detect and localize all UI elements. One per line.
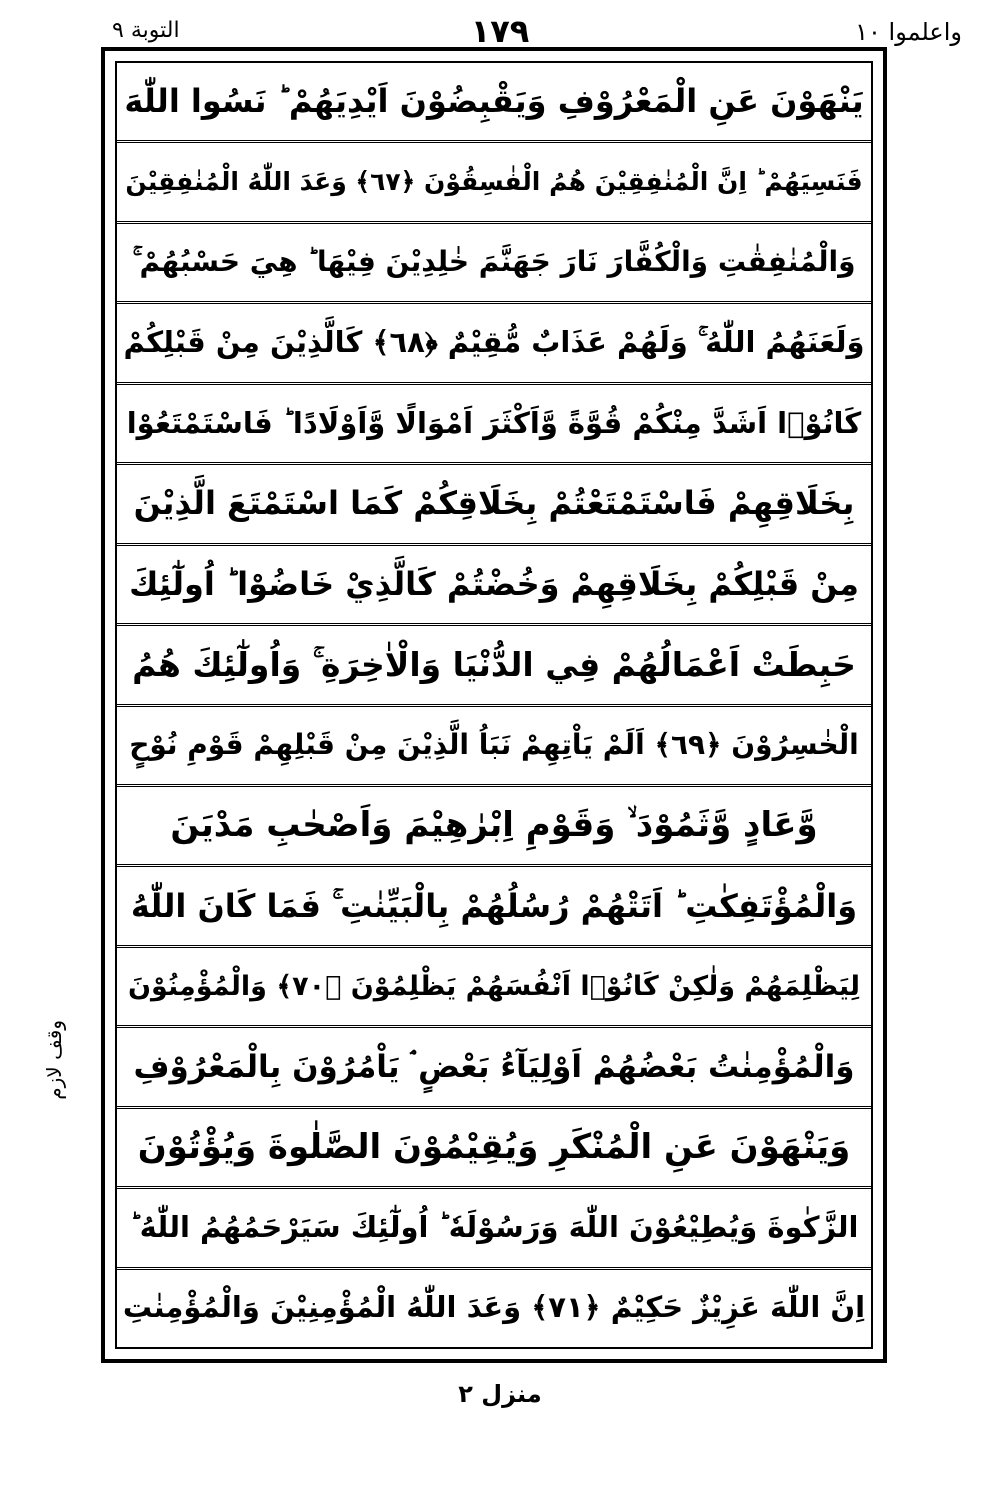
text-line-11: وَالْمُؤْتَفِكٰتِ ؕ اَتَتْهُمْ رُسُلُهُمْ بِالْبَيِّنٰتِ ۚ فَمَا كَانَ اللّٰهُ <box>117 867 871 947</box>
text-line-14: وَيَنْهَوْنَ عَنِ الْمُنْكَرِ وَيُقِيْمُوْنَ الصَّلٰوةَ وَيُؤْتُوْنَ <box>117 1109 871 1189</box>
margin-waqf-note: وقف لازم <box>42 1020 66 1100</box>
text-line-1: يَنْهَوْنَ عَنِ الْمَعْرُوْفِ وَيَقْبِضُوْنَ اَيْدِيَهُمْ ؕ نَسُوا اللّٰهَ <box>117 63 871 143</box>
surah-name: التوبة ٩ <box>112 18 180 43</box>
page-number: ١٧٩ <box>470 12 530 50</box>
para-name: واعلموا ١٠ <box>855 18 962 46</box>
text-block <box>115 61 873 1349</box>
page-frame <box>101 47 887 1363</box>
text-line-12: لِيَظْلِمَهُمْ وَلٰكِنْ كَانُوْۤا اَنْفُسَهُمْ يَظْلِمُوْنَ ﴿٧٠﴾ وَالْمُؤْمِنُوْنَ <box>117 948 871 1028</box>
text-line-15: الزَّكٰوةَ وَيُطِيْعُوْنَ اللّٰهَ وَرَسُوْلَهٗ ؕ اُولٰٓئِكَ سَيَرْحَمُهُمُ اللّٰهُ ؕ <box>117 1189 871 1269</box>
text-line-13: وَالْمُؤْمِنٰتُ بَعْضُهُمْ اَوْلِيَآءُ بَعْضٍ ۘ يَاْمُرُوْنَ بِالْمَعْرُوْفِ <box>117 1028 871 1108</box>
text-line-2: فَنَسِيَهُمْ ؕ اِنَّ الْمُنٰفِقِيْنَ هُمُ الْفٰسِقُوْنَ ﴿٦٧﴾ وَعَدَ اللّٰهُ الْمُنٰفِقِيْنَ <box>117 143 871 223</box>
manzil-footer: منزل ٢ <box>458 1380 542 1408</box>
text-line-3: وَالْمُنٰفِقٰتِ وَالْكُفَّارَ نَارَ جَهَنَّمَ خٰلِدِيْنَ فِيْهَا ؕ هِيَ حَسْبُهُمْ ۚ <box>117 224 871 304</box>
text-line-7: مِنْ قَبْلِكُمْ بِخَلَاقِهِمْ وَخُضْتُمْ كَالَّذِيْ خَاضُوْا ؕ اُولٰٓئِكَ <box>117 546 871 626</box>
text-line-10: وَّعَادٍ وَّثَمُوْدَ ۙ وَقَوْمِ اِبْرٰهِيْمَ وَاَصْحٰبِ مَدْيَنَ <box>117 787 871 867</box>
text-line-5: كَانُوْۤا اَشَدَّ مِنْكُمْ قُوَّةً وَّاَكْثَرَ اَمْوَالًا وَّاَوْلَادًا ؕ فَاسْتَمْتَعُوْا <box>117 385 871 465</box>
text-line-16: اِنَّ اللّٰهَ عَزِيْزٌ حَكِيْمٌ ﴿٧١﴾ وَعَدَ اللّٰهُ الْمُؤْمِنِيْنَ وَالْمُؤْمِنٰتِ <box>122 1290 866 1325</box>
text-line-6: بِخَلَاقِهِمْ فَاسْتَمْتَعْتُمْ بِخَلَاقِكُمْ كَمَا اسْتَمْتَعَ الَّذِيْنَ <box>117 465 871 545</box>
text-line-9: الْخٰسِرُوْنَ ﴿٦٩﴾ اَلَمْ يَاْتِهِمْ نَبَاُ الَّذِيْنَ مِنْ قَبْلِهِمْ قَوْمِ نُوْحٍ <box>117 707 871 787</box>
page-header <box>0 8 1000 48</box>
text-line-4: وَلَعَنَهُمُ اللّٰهُ ۚ وَلَهُمْ عَذَابٌ مُّقِيْمٌ ﴿٦٨﴾ كَالَّذِيْنَ مِنْ قَبْلِكُمْ <box>117 304 871 384</box>
text-line-8: حَبِطَتْ اَعْمَالُهُمْ فِي الدُّنْيَا وَالْاٰخِرَةِ ۚ وَاُولٰٓئِكَ هُمُ <box>117 626 871 706</box>
